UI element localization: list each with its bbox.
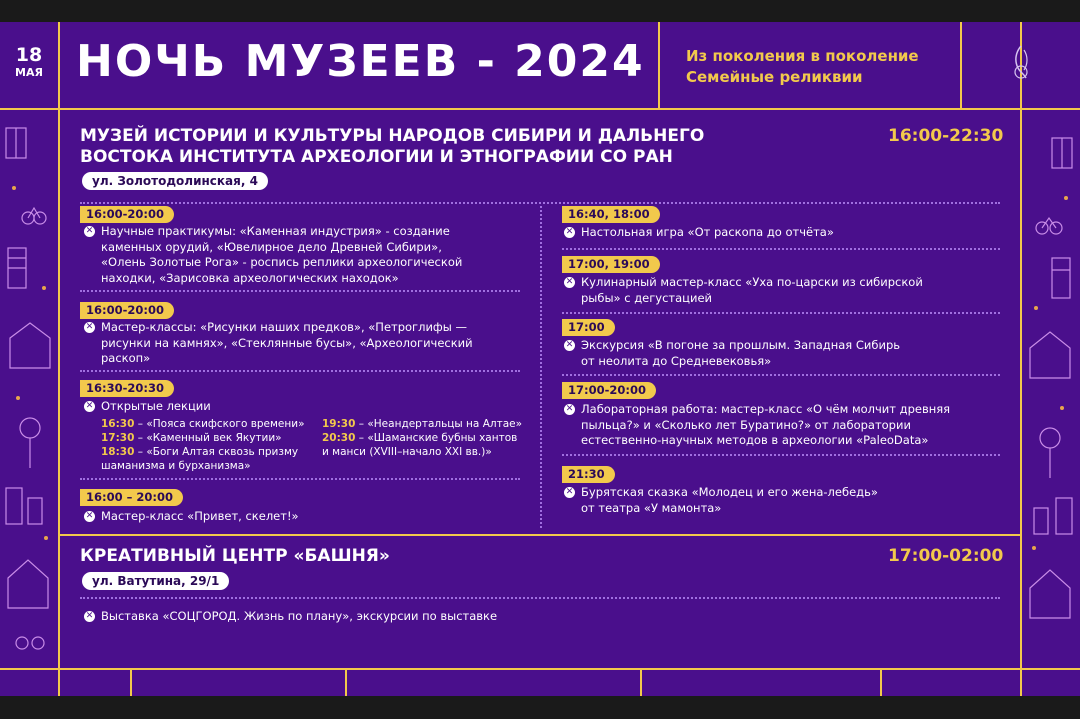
- right-decoration: [1022, 108, 1080, 668]
- bullet-icon: ✕: [565, 404, 574, 414]
- time-badge: 17:00, 19:00: [562, 256, 660, 273]
- date-badge: [0, 22, 58, 108]
- event-item: ✕ Открытые лекции: [85, 399, 211, 413]
- bullet-icon: ✕: [85, 226, 94, 236]
- divider: [80, 290, 520, 292]
- bullet-icon: ✕: [565, 277, 574, 287]
- divider: [562, 312, 1000, 314]
- time-badge: 16:00-20:00: [80, 302, 174, 319]
- time-badge: 16:00-20:00: [80, 206, 174, 223]
- event-item: ✕ Лабораторная работа: мастер-класс «О чём молчит древняя пыльца?» и «Сколько лет Буратино?» от лаборатории естественно-научных методов в археологии «PaleoData»: [565, 402, 951, 447]
- venue-divider: [58, 534, 1020, 536]
- venue-1-title: [80, 126, 704, 168]
- bullet-icon: ✕: [85, 322, 94, 332]
- divider: [562, 248, 1000, 250]
- header-separator-1: [658, 22, 660, 108]
- lecture-list-right: 19:30 – «Неандертальцы на Алтае» 20:30 – «Шаманские бубны хантов и манси (XVIII–начало XXI вв.)»: [322, 418, 523, 458]
- event-item: ✕ Научные практикумы: «Каменная индустрия» - создание каменных орудий, «Ювелирное дело Древней Сибири», «Олень Золотые Рога» - роспись реплики археологической находки, «Зарисовка археологических находок»: [85, 224, 463, 285]
- time-badge: 17:00-20:00: [562, 382, 656, 399]
- event-item: ✕ Настольная игра «От раскопа до отчёта»: [565, 225, 834, 239]
- footer-tick: [345, 668, 347, 696]
- date-day: 18: [15, 44, 43, 66]
- left-decoration: [0, 108, 58, 668]
- tagline-line-1: Из поколения в поколение: [686, 47, 919, 65]
- time-badge: 16:30-20:30: [80, 380, 174, 397]
- event-item: ✕ Бурятская сказка «Молодец и его жена-лебедь» от театра «У мамонта»: [565, 485, 878, 515]
- divider: [80, 202, 1000, 204]
- museum-logo-icon: [1000, 42, 1042, 88]
- bullet-icon: ✕: [565, 340, 574, 350]
- footer-tick: [640, 668, 642, 696]
- lecture-list-left: 16:30 – «Пояса скифского времени» 17:30 – «Каменный век Якутии» 18:30 – «Боги Алтая сквозь призму шаманизма и бурханизма»: [101, 418, 305, 472]
- footer-tick: [130, 668, 132, 696]
- venue-1-address: ул. Золотодолинская, 4: [82, 172, 268, 190]
- time-badge: 16:40, 18:00: [562, 206, 660, 223]
- divider: [562, 374, 1000, 376]
- bullet-icon: ✕: [565, 227, 574, 237]
- header-divider: [0, 108, 1080, 110]
- date-month: МАЯ: [15, 66, 43, 79]
- event-item: ✕ Экскурсия «В погоне за прошлым. Западная Сибирь от неолита до Средневековья»: [565, 338, 901, 368]
- bullet-icon: ✕: [85, 401, 94, 411]
- venue-2-title: КРЕАТИВНЫЙ ЦЕНТР «БАШНЯ»: [80, 546, 390, 566]
- header-separator-2: [960, 22, 962, 108]
- page-title: НОЧЬ МУЗЕЕВ - 2024: [76, 36, 645, 87]
- time-badge: 21:30: [562, 466, 615, 483]
- footer-tick: [880, 668, 882, 696]
- bullet-icon: ✕: [85, 511, 94, 521]
- event-item: ✕ Кулинарный мастер-класс «Уха по-царски из сибирской рыбы» с дегустацией: [565, 275, 923, 305]
- tagline-line-2: Семейные реликвии: [686, 68, 863, 86]
- bullet-icon: ✕: [85, 611, 94, 621]
- time-badge: 16:00 – 20:00: [80, 489, 183, 506]
- left-border: [58, 22, 60, 696]
- event-item: ✕ Мастер-классы: «Рисунки наших предков», «Петроглифы — рисунки на камнях», «Стеклянные бусы», «Археологический раскоп»: [85, 320, 473, 365]
- footer-divider: [0, 668, 1080, 670]
- venue-1-title-line-2: ВОСТОКА ИНСТИТУТА АРХЕОЛОГИИ И ЭТНОГРАФИИ СО РАН: [80, 147, 673, 167]
- divider: [80, 478, 520, 480]
- venue-1-title-line-1: МУЗЕЙ ИСТОРИИ И КУЛЬТУРЫ НАРОДОВ СИБИРИ И ДАЛЬНЕГО: [80, 126, 705, 146]
- venue-1-time: 16:00-22:30: [888, 126, 1004, 146]
- event-item: ✕ Выставка «СОЦГОРОД. Жизнь по плану», экскурсии по выставке: [85, 609, 498, 623]
- time-badge: 17:00: [562, 319, 615, 336]
- divider: [80, 597, 1000, 599]
- bullet-icon: ✕: [565, 487, 574, 497]
- divider: [80, 370, 520, 372]
- divider: [562, 454, 1000, 456]
- tagline: [686, 46, 919, 88]
- poster: [0, 22, 1080, 696]
- venue-2-time: 17:00-02:00: [888, 546, 1004, 566]
- column-separator: [540, 206, 542, 528]
- event-item: ✕ Мастер-класс «Привет, скелет!»: [85, 509, 299, 523]
- venue-2-address: ул. Ватутина, 29/1: [82, 572, 229, 590]
